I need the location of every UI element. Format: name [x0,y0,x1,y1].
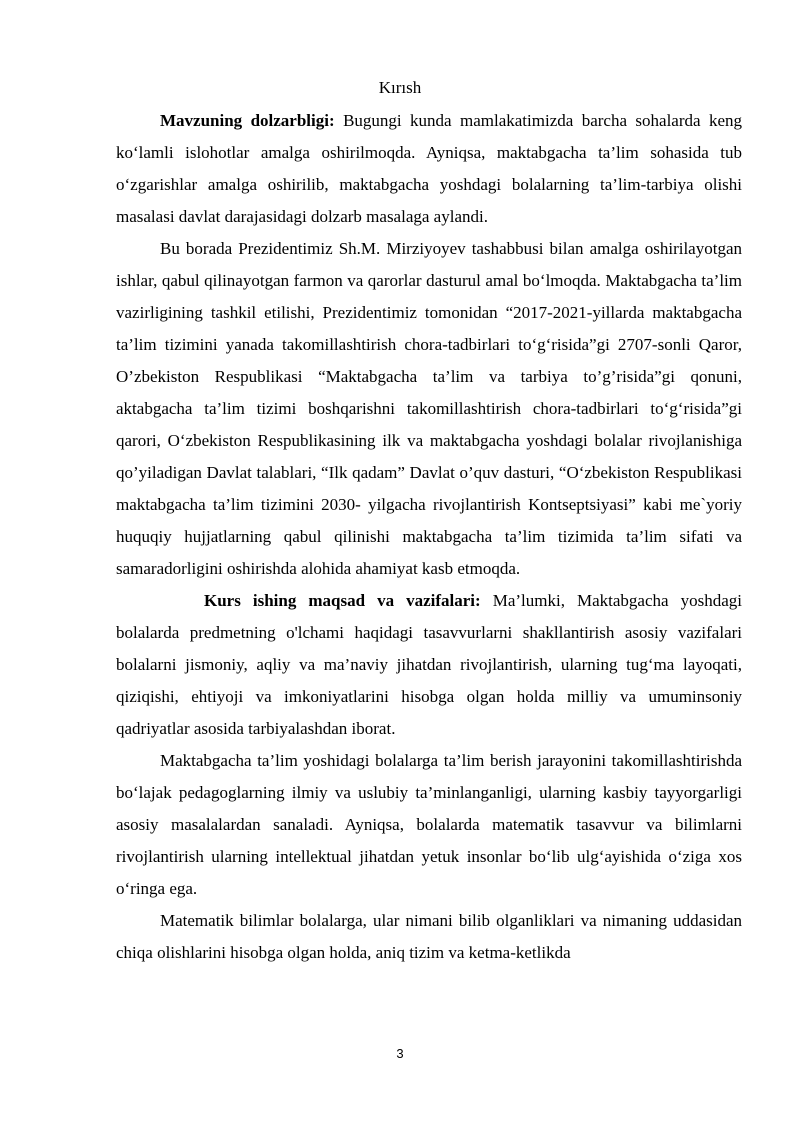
paragraph-president-initiatives [116,233,742,585]
paragraph-relevance [116,105,742,233]
paragraph-goals [116,585,742,745]
paragraph-lead: Mavzuning dolzarbligi: [160,111,335,130]
paragraph-text: Ma’lumki, Maktabgacha yoshdagi bolalarda predmetning o'lchami haqidagi tasavvurlarni shakllantirish asosiy vazifalari bolalarni jismoniy, aqliy va ma’naviy jihatdan rivojlantirish, ularning tug‘ma layoqati, qiziqishi, ehtiyoji va imkoniyatlarini hisobga olgan holda milliy va umuminsoniy qadriyatlar asosida tarbiyalashdan iborat. [116,591,742,738]
page-title: Kırısh [378,78,422,97]
paragraph-lead: Kurs ishing maqsad va vazifalari: [204,591,481,610]
paragraph-text: Matematik bilimlar bolalarga, ular nimani bilib olganliklari va nimaning uddasidan chiqa olishlarini hisobga olgan holda, aniq tizim va ketma-ketlikda [116,911,742,962]
paragraph-text: Maktabgacha ta’lim yoshidagi bolalarga ta’lim berish jarayonini takomillashtirishda bo‘lajak pedagoglarning ilmiy va uslubiy ta’minlanganligi, ularning kasbiy tayyorgarligi asosiy masalalardan sanaladi. Ayniqsa, bolalarda matematik tasavvur va bilimlarni rivojlantirish ularning intellektual jihatdan yetuk insonlar bo‘lib ulg‘ayishida o‘ziga xos o‘ringa ega. [116,751,742,898]
page-number: 3 [396,1046,404,1061]
document-body [116,105,742,969]
paragraph-math-knowledge [116,905,742,969]
paragraph-text: Bugungi kunda mamlakatimizda barcha sohalarda keng ko‘lamli islohotlar amalga oshirilmoqda. Ayniqsa, maktabgacha ta’lim sohasida tub o‘zgarishlar amalga oshirilib, maktabgacha yoshdagi bolalarning ta’lim-tarbiya olishi masalasi davlat darajasidagi dolzarb masalaga aylandi. [116,111,742,226]
paragraph-teacher-training [116,745,742,905]
paragraph-text: Bu borada Prezidentimiz Sh.M. Mirziyoyev tashabbusi bilan amalga oshirilayotgan ishlar, qabul qilinayotgan farmon va qarorlar dasturul amal bo‘lmoqda. Maktabgacha ta’lim vazirligining tashkil etilishi, Prezidentimiz tomonidan “2017-2021-yillarda maktabgacha ta’lim tizimini yanada takomillashtirish chora-tadbirlari to‘g‘risida”gi 2707-sonli Qaror, O’zbekiston Respublikasi “Maktabgacha ta’lim va tarbiya to’g’risida”gi qonuni, aktabgacha ta’lim tizimi boshqarishni takomillashtirish chora-tadbirlari to‘g‘risida”gi qarori, O‘zbekiston Respublikasining ilk va maktabgacha yoshdagi bolalar rivojlanishiga qo’yiladigan Davlat talablari, “Ilk qadam” Davlat o’quv dasturi, “O‘zbekiston Respublikasi maktabgacha ta’lim tizimini 2030- yilgacha rivojlantirish Kontseptsiyasi” kabi me`yoriy huquqiy hujjatlarning qabul qilinishi maktabgacha ta’lim tizimida ta’lim sifati va samaradorligini oshirishda alohida ahamiyat kasb etmoqda. [116,239,742,578]
